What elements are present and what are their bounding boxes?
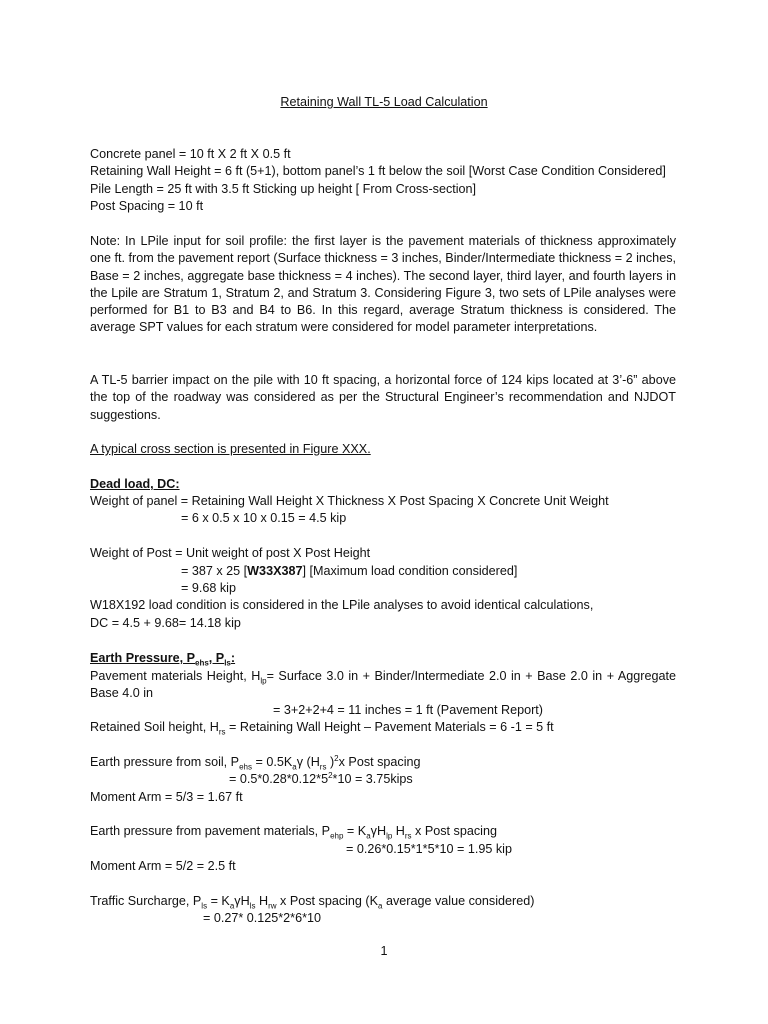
cross-section-note: A typical cross section is presented in Figure XXX. <box>90 442 371 456</box>
pavement-pressure-calc: = 0.26*0.15*1*5*10 = 1.95 kip <box>346 842 512 856</box>
pavement-pressure-line: Earth pressure from pavement materials, $P_{ehp} = K_a\gamma H_{lp}$ $H_{rs}$ x Post spacing <box>90 824 497 841</box>
dc-total: DC = 4.5 + 9.68= 14.18 kip <box>90 616 241 630</box>
pavement-height-calc: = 3+2+2+4 = 11 inches = 1 ft (Pavement Report) <box>273 703 544 717</box>
post-weight-result: = 9.68 kip <box>181 581 236 595</box>
panel-weight-line: Weight of panel = Retaining Wall Height X Thickness X Post Spacing X Concrete Unit Weight <box>90 494 609 508</box>
post-weight-calc: = 387 x 25 [W33X387] [Maximum load condition considered] <box>181 564 518 578</box>
earth-pressure-heading: Earth Pressure, $P_{ehs}$, $P_{ls}$: <box>90 651 236 668</box>
note-paragraph: Note: In LPile input for soil profile: the first layer is the pavement materials of thickness approximately one ft. from the pavement report (Surface thickness = 3 inches, Binder/Intermediate thickness = 2 inches, Base = 2 inches, aggregate base thickness = 4 inches). The second layer, third layer, and fourth layers in the Lpile are Stratum 1, Stratum 2, and Stratum 3. Considering Figure 3, two sets of LPile analyses were performed for B1 to B3 and B4 to B6. In this regard, average Stratum thickness is considered. The average SPT values for each stratum were considered for model parameter interpretations. <box>90 234 676 335</box>
spec-pile-length: Pile Length = 25 ft with 3.5 ft Sticking up height [ From Cross-section] <box>90 182 477 196</box>
moment-arm-soil: Moment Arm = 5/3 = 1.67 ft <box>90 790 243 804</box>
impact-paragraph: A TL-5 barrier impact on the pile with 10 ft spacing, a horizontal force of 124 kips located at 3’-6” above the top of the roadway was considered as per the Structural Engineer’s recommendation and NJDOT suggestions. <box>90 373 676 422</box>
w18-note: W18X192 load condition is considered in the LPile analyses to avoid identical calculations, <box>90 598 594 612</box>
post-weight-line: Weight of Post = Unit weight of post X Post Height <box>90 546 371 560</box>
panel-weight-calc: = 6 x 0.5 x 10 x 0.15 = 4.5 kip <box>181 511 347 525</box>
pavement-height-line: Pavement materials Height, $H_{lp}=$ Surface 3.0 in + Binder/Intermediate 2.0 in + Base 2.0 in + Aggregate Base 4.0 in <box>90 669 676 701</box>
traffic-surcharge-line: Traffic Surcharge, $P_{ls} = K_a\gamma H_{ls}$ $H_{rw}$ x Post spacing ($K_a$ average value considered) <box>90 894 535 911</box>
spec-wall-height: Retaining Wall Height = 6 ft (5+1), bottom panel’s 1 ft below the soil [Worst Case Condition Considered] <box>90 164 666 178</box>
retained-soil-line: Retained Soil height, $H_{rs}$ = Retaining Wall Height – Pavement Materials = 6 -1 = 5 ft <box>90 720 554 737</box>
traffic-surcharge-calc: = 0.27* 0.125*2*6*10 <box>203 911 321 925</box>
page-title: Retaining Wall TL-5 Load Calculation <box>280 95 488 109</box>
soil-pressure-line: Earth pressure from soil, $P_{ehs} = 0.5K_a\gamma$ ($H_{rs}$ )$^2$x Post spacing <box>90 753 421 772</box>
dead-load-heading: Dead load, DC: <box>90 477 180 491</box>
moment-arm-pavement: Moment Arm = 5/2 = 2.5 ft <box>90 859 236 873</box>
spec-post-spacing: Post Spacing = 10 ft <box>90 199 204 213</box>
spec-concrete-panel: Concrete panel = 10 ft X 2 ft X 0.5 ft <box>90 147 291 161</box>
soil-pressure-calc: = $0.5*0.28*0.12*5^2*10$ = 3.75kips <box>229 770 413 786</box>
page-number: 1 <box>380 944 388 958</box>
